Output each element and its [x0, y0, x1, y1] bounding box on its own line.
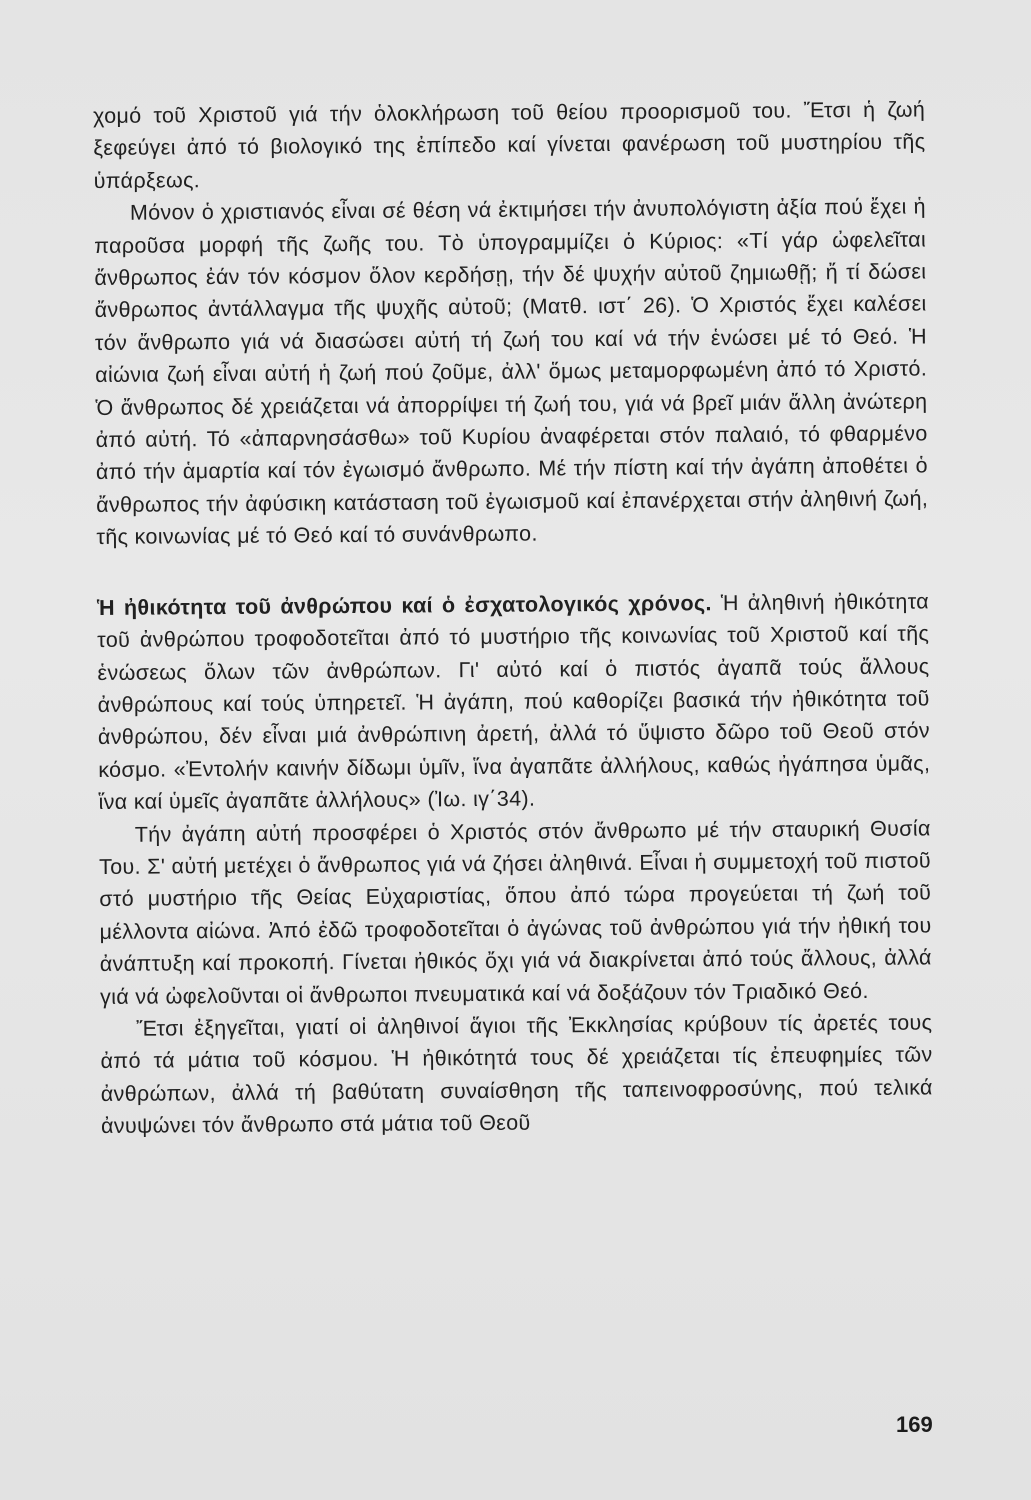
section-first-text: Ἡ ἀληθινή ἠθικότητα τοῦ ἀνθρώπου τροφοδοτεῖται ἀπό τό μυστήριο τῆς κοινωνίας τοῦ Χριστοῦ καί τῆς ἑνώσεως ὅλων τῶν ἀνθρώπων. Γι' αὐτό καί ὁ πιστός ἀγαπᾶ τούς ἄλλους ἀνθρώπους καί τούς ὑπηρετεῖ. Ἡ ἀγάπη, πού καθορίζει βασικά τήν ἠθικότητα τοῦ ἀνθρώπου, δέν εἶναι μιά ἀνθρώπινη ἀρετή, ἀλλά τό ὕψιστο δῶρο τοῦ Θεοῦ στόν κόσμο. «Ἐντολήν καινήν δίδωμι ὑμῖν, ἵνα ἀγαπᾶτε ἀλλήλους, καθώς ἠγάπησα ὑμᾶς, ἵνα καί ὑμεῖς ἀγαπᾶτε ἀλλήλους» (Ἰω. ιγ΄34). — [97, 589, 931, 815]
section-paragraph — [97, 585, 931, 818]
paragraph-2: Μόνον ὁ χριστιανός εἶναι σέ θέση νά ἐκτιμήσει τήν ἀνυπολόγιστη ἀξία πού ἔχει ἡ παροῦσα μορφή τῆς ζωῆς του. Τὸ ὑπογραμμίζει ὁ Κύριος: «Τί γάρ ὠφελεῖται ἄνθρωπος ἐάν τόν κόσμον ὅλον κερδήσῃ, τήν δέ ψυχήν αὐτοῦ ζημιωθῇ; ἤ τί δώσει ἄνθρωπος ἀντάλλαγμα τῆς ψυχῆς αὐτοῦ; (Ματθ. ιστ΄ 26). Ὁ Χριστός ἔχει καλέσει τόν ἄνθρωπο γιά νά διασώσει αὐτή τή ζωή του καί νά τήν ἑνώσει μέ τό Θεό. Ἡ αἰώνια ζωή εἶναι αὐτή ἡ ζωή πού ζοῦμε, ἀλλ' ὅμως μεταμορφωμένη ἀπό τό Χριστό. Ὁ ἄνθρωπος δέ χρειάζεται νά ἀπορρίψει τή ζωή του, γιά νά βρεῖ μιάν ἄλλη ἀνώτερη ἀπό αὐτή. Τό «ἀπαρνησάσθω» τοῦ Κυρίου ἀναφέρεται στόν παλαιό, τό φθαρμένο ἀπό τήν ἁμαρτία καί τόν ἐγωισμό ἄνθρωπο. Μέ τήν πίστη καί τήν ἀγάπη ἀποθέτει ὁ ἄνθρωπος τήν ἀφύσικη κατάσταση τοῦ ἐγωισμοῦ καί ἐπανέρχεται στήν ἀληθινή ζωή, τῆς κοινωνίας μέ τό Θεό καί τό συνάνθρωπο. — [94, 194, 929, 550]
page-number: 169 — [896, 1412, 933, 1437]
section-heading: Ἡ ἠθικότητα τοῦ ἀνθρώπου καί ὁ ἐσχατολογικός χρόνος. — [96, 590, 712, 620]
paragraph-4: Τήν ἀγάπη αὐτή προσφέρει ὁ Χριστός στόν ἄνθρωπο μέ τήν σταυρική Θυσία Του. Σ' αὐτή μετέχει ὁ ἄνθρωπος γιά νά ζήσει ἀληθινά. Εἶναι ἡ συμμετοχή τοῦ πιστοῦ στό μυστήριο τῆς Θείας Εὐχαριστίας, ὅπου ἀπό τώρα προγεύεται τή ζωή τοῦ μέλλοντα αἰώνα. Ἀπό ἐδῶ τροφοδοτεῖται ὁ ἀγώνας τοῦ ἀνθρώπου γιά τήν ἠθική του ἀνάπτυξη καί προκοπή. Γίνεται ἠθικός ὄχι γιά νά διακρίνεται ἀπό τούς ἄλλους, ἀλλά γιά νά ὠφελοῦνται οἱ ἄνθρωποι πνευματικά καί νά δοξάζουν τόν Τριαδικό Θεό. — [98, 815, 932, 1009]
paragraph-1: χομό τοῦ Χριστοῦ γιά τήν ὁλοκλήρωση τοῦ θείου προορισμοῦ του. Ἔτσι ἡ ζωή ξεφεύγει ἀπό τό βιολογικό της ἐπίπεδο καί γίνεται φανέρωση τοῦ μυστηρίου τῆς ὑπάρξεως. — [93, 97, 926, 193]
body-text — [93, 93, 933, 1142]
paragraph-5: Ἔτσι ἐξηγεῖται, γιατί οἱ ἀληθινοί ἅγιοι τῆς Ἐκκλησίας κρύβουν τίς ἀρετές τους ἀπό τά μάτια τοῦ κόσμου. Ἡ ἠθικότητά τους δέ χρειάζεται τίς ἐπευφημίες τῶν ἀνθρώπων, ἀλλά τή βαθύτατη συναίσθηση τῆς ταπεινοφροσύνης, πού τελικά ἀνυψώνει τόν ἄνθρωπο στά μάτια τοῦ Θεοῦ — [100, 1010, 933, 1139]
